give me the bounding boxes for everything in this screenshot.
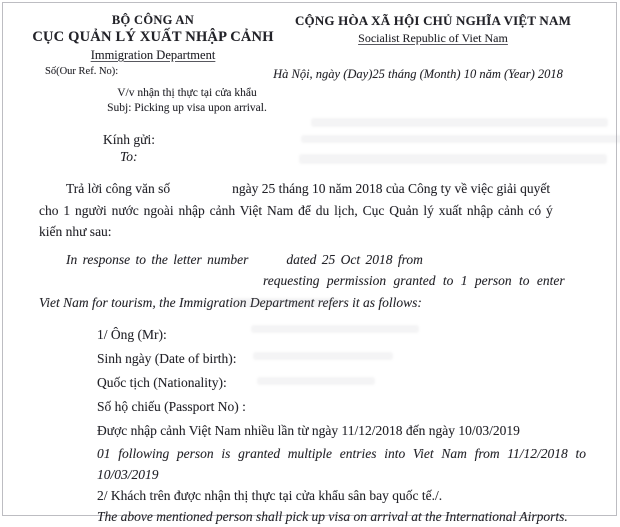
redaction-smudge (231, 298, 339, 307)
detail-line-name: 1/ Ông (Mr): (97, 327, 167, 342)
paragraph-vietnamese-line2: cho 1 người nước ngoài nhập cảnh Việt Nam để du lịch, Cục Quản lý xuất nhập cảnh có ý (39, 202, 553, 218)
paragraph-vietnamese-line3: kiến như sau: (39, 224, 112, 239)
detail-line-entry-vietnamese: Được nhập cảnh Việt Nam nhiều lần từ ngày 11/12/2018 đến ngày 10/03/2019 (97, 423, 520, 438)
letterhead-left (23, 13, 283, 115)
document-page (2, 2, 617, 524)
redaction-smudge (301, 135, 620, 143)
detail-line-passport: Số hộ chiếu (Passport No) : (97, 399, 246, 414)
date-line: Hà Nội, ngày (Day)25 tháng (Month) 10 năm (Year) 2018 (273, 67, 563, 81)
paragraph-vietnamese-line1: Trả lời công văn số ngày 25 tháng 10 năm 2018 của Công ty về việc giải quyết (66, 181, 551, 196)
salutation-vietnamese: Kính gửi: (103, 132, 155, 147)
paragraph-english-line3: Viet Nam for tourism, the Immigration Department refers it as follows: (39, 294, 422, 310)
department-name: CỤC QUẢN LÝ XUẤT NHẬP CẢNH (32, 29, 274, 45)
letterhead-right (273, 13, 583, 115)
paragraph-english-line2: requesting permission granted to 1 person to enter (263, 273, 565, 288)
salutation-english: To: (120, 149, 138, 164)
redaction-smudge (253, 352, 393, 360)
redaction-smudge (257, 377, 375, 385)
detail-line-entry-english: 01 following person is granted multiple entries into Viet Nam from 11/12/2018 to 10/03/2019 (97, 446, 586, 482)
redaction-smudge (299, 154, 607, 164)
detail-line-nationality: Quốc tịch (Nationality): (97, 375, 227, 390)
letterhead (3, 3, 616, 115)
paragraph-vietnamese (39, 178, 588, 243)
country-motto: CỘNG HÒA XÃ HỘI CHỦ NGHĨA VIỆT NAM (294, 13, 572, 28)
ministry-name: BỘ CÔNG AN (111, 13, 195, 27)
department-name-english: Immigration Department (90, 48, 216, 62)
detail-line-pickup-english: The above mentioned person shall pick up visa on arrival at the International Airports. (97, 509, 568, 524)
paragraph-english-line1: In response to the letter number dated 25 Oct 2018 from (66, 251, 423, 267)
reference-number-label: Số(Our Ref. No): (45, 66, 119, 77)
subject-vietnamese: V/v nhận thị thực tại cửa khẩu (117, 87, 257, 99)
detail-line-pickup-vietnamese: 2/ Khách trên được nhận thị thực tại cửa khẩu sân bay quốc tế./. (97, 488, 443, 503)
subject-english: Subj: Picking up visa upon arrival. (107, 101, 267, 114)
detail-line-dob: Sinh ngày (Date of birth): (97, 351, 237, 366)
redaction-smudge (311, 118, 608, 127)
country-motto-english: Socialist Republic of Viet Nam (358, 31, 508, 45)
redaction-smudge (251, 325, 419, 333)
subject-block (91, 86, 283, 115)
